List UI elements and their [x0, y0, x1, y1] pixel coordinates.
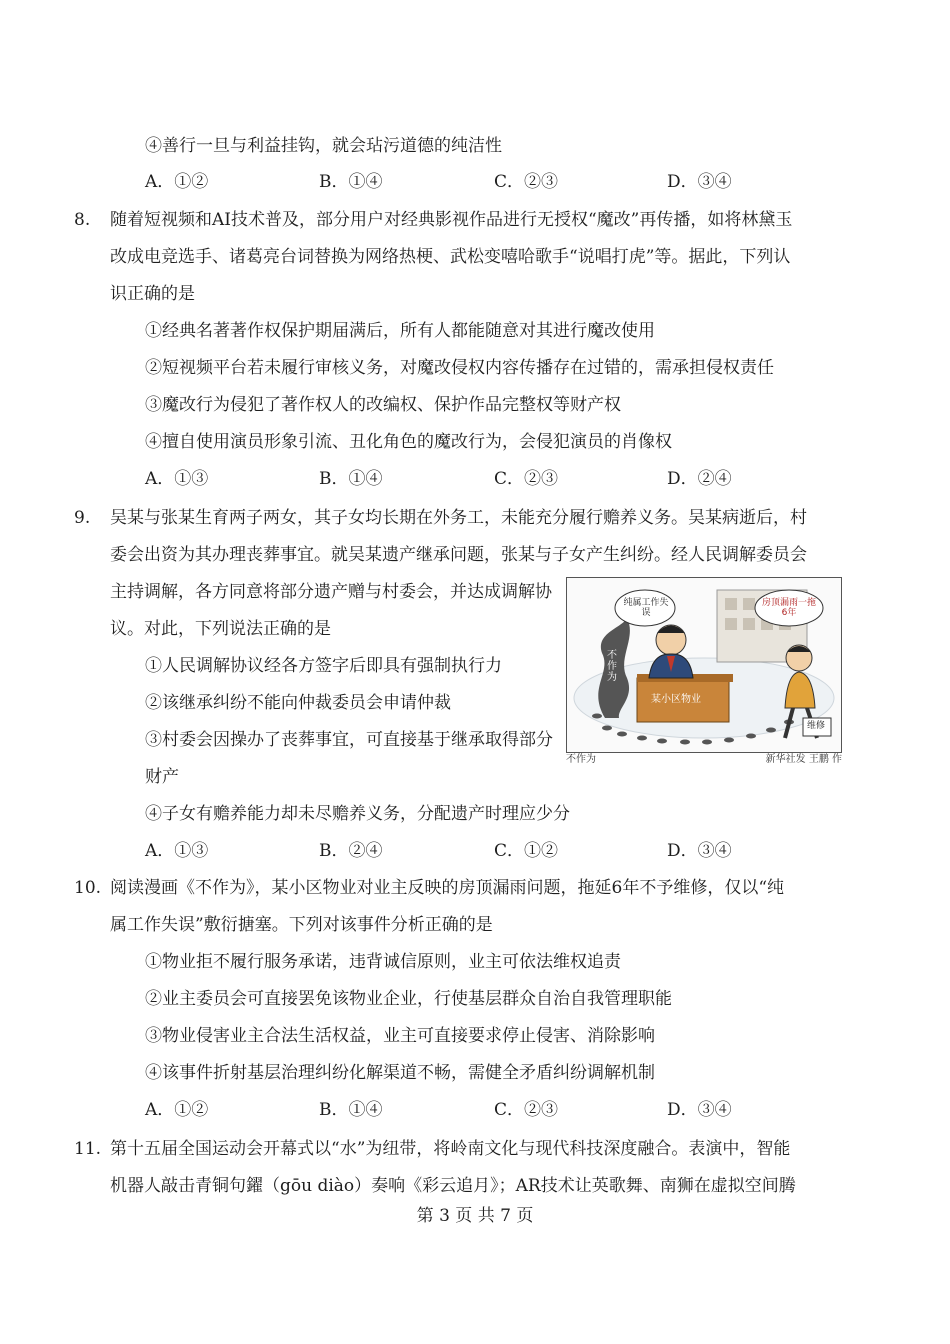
q8-options — [145, 468, 765, 490]
q10-options — [145, 1099, 765, 1121]
q8-statement-4: ④擅自使用演员形象引流、丑化角色的魔改行为，会侵犯演员的肖像权 — [145, 432, 672, 452]
q10-statement-3: ③物业侵害业主合法生活权益，业主可直接要求停止侵害、消除影响 — [145, 1026, 655, 1046]
q9-statement-3: ③村委会因操办了丧葬事宜，可直接基于继承取得部分 — [145, 730, 553, 750]
q11-stem-line-2: 机器人敲击青铜句鑃（gōu diào）奏响《彩云追月》；AR技术让英歌舞、南狮在虚拟空间腾 — [110, 1176, 796, 1196]
q9-option-a: A．①③ — [145, 841, 209, 861]
q10-option-b: B．①④ — [319, 1100, 383, 1120]
q10-option-a: A．①② — [145, 1100, 209, 1120]
q7-option-d: D．③④ — [667, 172, 732, 192]
q8-stem-line-2: 改成电竞选手、诸葛亮台词替换为网络热梗、武松变嘻哈歌手“说唱打虎”等。据此，下列认 — [110, 247, 791, 267]
cartoon-caption-credit: 新华社发 王鹏 作 — [765, 754, 842, 765]
q11-number: 11. — [74, 1139, 102, 1159]
q10-statement-4: ④该事件折射基层治理纠纷化解渠道不畅，需健全矛盾纠纷调解机制 — [145, 1063, 655, 1083]
q9-stem-line-2: 委会出资为其办理丧葬事宜。就吴某遗产继承问题，张某与子女产生纠纷。经人民调解委员会 — [110, 545, 807, 565]
q10-option-d: D．③④ — [667, 1100, 732, 1120]
q7-option-b: B．①④ — [319, 172, 383, 192]
q7-option-a: A．①② — [145, 172, 209, 192]
q7-statement-4: ④善行一旦与利益挂钩，就会玷污道德的纯洁性 — [145, 136, 502, 156]
q11-stem-line-1: 第十五届全国运动会开幕式以“水”为纽带，将岭南文化与现代科技深度融合。表演中，智能 — [110, 1139, 791, 1159]
q10-statement-2: ②业主委员会可直接罢免该物业企业，行使基层群众自治自我管理职能 — [145, 989, 672, 1009]
q10-number: 10. — [74, 878, 102, 898]
q8-statement-3: ③魔改行为侵犯了著作权人的改编权、保护作品完整权等财产权 — [145, 395, 621, 415]
q9-stem-line-1: 吴某与张某生育两子两女，其子女均长期在外务工，未能充分履行赡养义务。吴某病逝后，村 — [110, 508, 807, 528]
cartoon-caption-title: 不作为 — [566, 754, 596, 765]
q8-option-a: A．①③ — [145, 469, 209, 489]
desk-label: 某小区物业 — [651, 694, 701, 705]
q10-statement-1: ①物业拒不履行服务承诺，违背诚信原则，业主可依法维权追责 — [145, 952, 621, 972]
q9-option-d: D．③④ — [667, 841, 732, 861]
q10-stem-line-1: 阅读漫画《不作为》，某小区物业对业主反映的房顶漏雨问题，拖延6年不予维修，仅以“纯 — [110, 878, 785, 898]
cartoon-illustration — [566, 577, 842, 769]
q9-option-b: B．②④ — [319, 841, 383, 861]
q8-stem-line-1: 随着短视频和AI技术普及，部分用户对经典影视作品进行无授权“魔改”再传播，如将林黛玉 — [110, 210, 793, 230]
cartoon-frame — [566, 577, 842, 753]
bubble-right-text: 房顶漏雨一拖6年 — [761, 598, 816, 618]
q10-stem-line-2: 属工作失误”敷衍搪塞。下列对该事件分析正确的是 — [110, 915, 493, 935]
q9-option-c: C．①② — [494, 841, 559, 861]
q8-statement-2: ②短视频平台若未履行审核义务，对魔改侵权内容传播存在过错的，需承担侵权责任 — [145, 358, 774, 378]
q8-option-c: C．②③ — [494, 469, 559, 489]
q9-statement-4: ④子女有赡养能力却未尽赡养义务，分配遗产时理应少分 — [145, 804, 570, 824]
page-footer: 第 3 页 共 7 页 — [416, 1206, 534, 1226]
q9-stem-line-4: 议。对此，下列说法正确的是 — [110, 619, 331, 639]
q8-statement-1: ①经典名著著作权保护期届满后，所有人都能随意对其进行魔改使用 — [145, 321, 655, 341]
q7-options — [145, 171, 765, 193]
q9-statement-2: ②该继承纠纷不能向仲裁委员会申请仲裁 — [145, 693, 451, 713]
q10-option-c: C．②③ — [494, 1100, 559, 1120]
q9-statement-3-cont: 财产 — [145, 767, 179, 787]
q8-option-b: B．①④ — [319, 469, 383, 489]
q9-number: 9. — [74, 508, 91, 528]
q8-stem-line-3: 识正确的是 — [110, 284, 195, 304]
bubble-left-text: 纯属工作失误 — [623, 598, 669, 618]
repair-paper-label: 维修 — [807, 721, 826, 731]
q9-stem-line-3: 主持调解，各方同意将部分遗产赠与村委会，并达成调解协 — [110, 582, 552, 602]
smoke-label: 不作为 — [607, 650, 617, 683]
q7-option-c: C．②③ — [494, 172, 559, 192]
q8-option-d: D．②④ — [667, 469, 732, 489]
q9-options — [145, 840, 765, 862]
q9-statement-1: ①人民调解协议经各方签字后即具有强制执行力 — [145, 656, 502, 676]
q8-number: 8. — [74, 210, 91, 230]
